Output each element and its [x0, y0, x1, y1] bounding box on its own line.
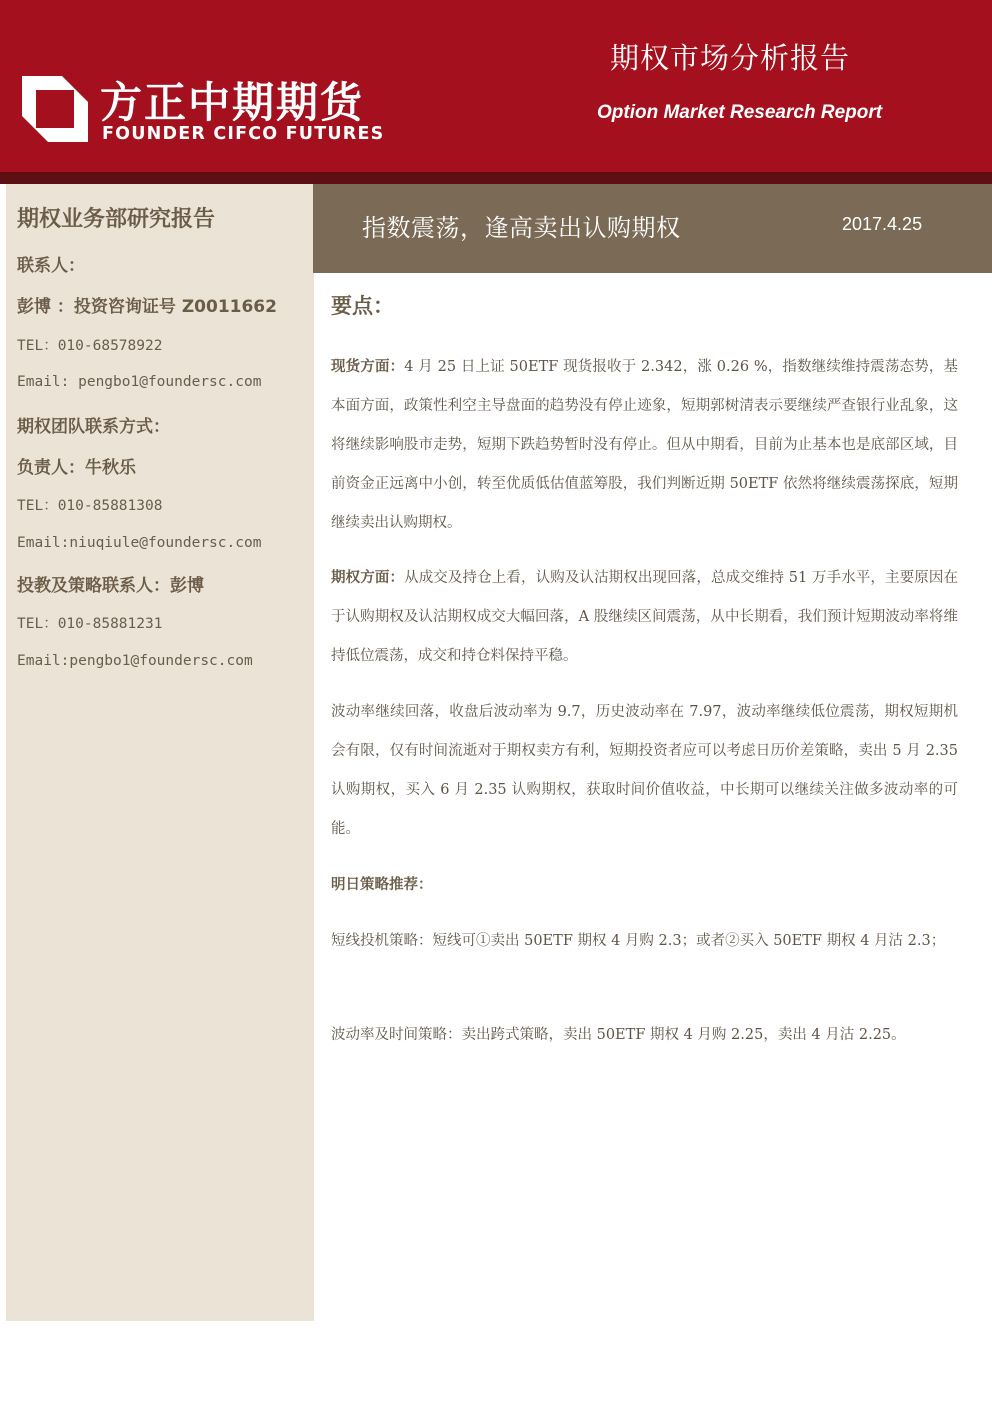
team-lead-tel: TEL：010-85881308 — [17, 498, 163, 514]
option-market-paragraph — [331, 559, 958, 676]
department-heading: 期权业务部研究报告 — [17, 207, 216, 232]
logo-chinese-name: 方正中期期货 — [100, 78, 365, 127]
education-contact: 投教及策略联系人：彭博 — [17, 576, 204, 596]
team-lead-email: Email:niuqiule@foundersc.com — [17, 535, 262, 551]
spot-text: 4 月 25 日上证 50ETF 现货报收于 2.342，涨 0.26 %，指数继续维持震荡态势，基本面方面，政策性利空主导盘面的趋势没有停止迹象，短期郭树清表示要继续严查银行业乱象，这将继续影响股市走势，短期下跌趋势暂时没有停止。但从中期看，目前为止基本也是底部区域，目前资金正远离中小创，转至优质低估值蓝筹股，我们判断近期 50ETF 依然将继续震荡探底，短期继续卖出认购期权。 — [331, 359, 959, 531]
volatility-strategy: 波动率及时间策略：卖出跨式策略，卖出 50ETF 期权 4 月购 2.25，卖出 4 月沽 2.25。 — [331, 1027, 906, 1043]
option-label: 期权方面： — [331, 570, 405, 586]
logo-english-name: FOUNDER CIFCO FUTURES — [102, 124, 385, 144]
short-term-strategy: 短线投机策略：短线可①卖出 50ETF 期权 4 月购 2.3；或者②买入 50ETF 期权 4 月沽 2.3； — [331, 933, 946, 949]
header-stripe — [0, 172, 992, 184]
report-type-title: 期权市场分析报告 — [610, 41, 851, 75]
article-title: 指数震荡，逢高卖出认购期权 — [362, 214, 681, 242]
option-text: 从成交及持仓上看，认购及认沽期权出现回落，总成交维持 51 万手水平，主要原因在于认购期权及认沽期权成交大幅回落，A 股继续区间震荡，从中长期看，我们预计短期波动率将维持低位震荡，成交和持仓料保持平稳。 — [331, 570, 958, 664]
strategy-heading: 明日策略推荐： — [331, 877, 433, 893]
contact-email: Email: pengbo1@foundersc.com — [17, 374, 262, 390]
education-email: Email:pengbo1@foundersc.com — [17, 653, 253, 669]
contact-tel: TEL：010-68578922 — [17, 338, 163, 354]
education-tel: TEL：010-85881231 — [17, 616, 163, 632]
contacts-label: 联系人： — [17, 256, 85, 276]
founder-logo-icon — [22, 76, 88, 142]
contact-name: 彭博 ：投资咨询证号 Z0011662 — [17, 297, 277, 317]
keypoints-heading: 要点： — [331, 294, 394, 318]
report-date: 2017.4.25 — [842, 214, 923, 234]
team-lead: 负责人：牛秋乐 — [17, 458, 136, 478]
spot-label: 现货方面： — [331, 359, 405, 375]
report-type-subtitle: Option Market Research Report — [597, 102, 883, 123]
team-contacts-label: 期权团队联系方式： — [17, 417, 170, 437]
volatility-paragraph: 波动率继续回落，收盘后波动率为 9.7，历史波动率在 7.97，波动率继续低位震荡，期权短期机会有限，仅有时间流逝对于期权卖方有利，短期投资者应可以考虑日历价差策略，卖出 5 月 2.35 认购期权，买入 6 月 2.35 认购期权，获取时间价值收益，中长期可以继续关注做多波动率的可能。 — [331, 704, 958, 837]
spot-market-paragraph — [331, 348, 958, 543]
